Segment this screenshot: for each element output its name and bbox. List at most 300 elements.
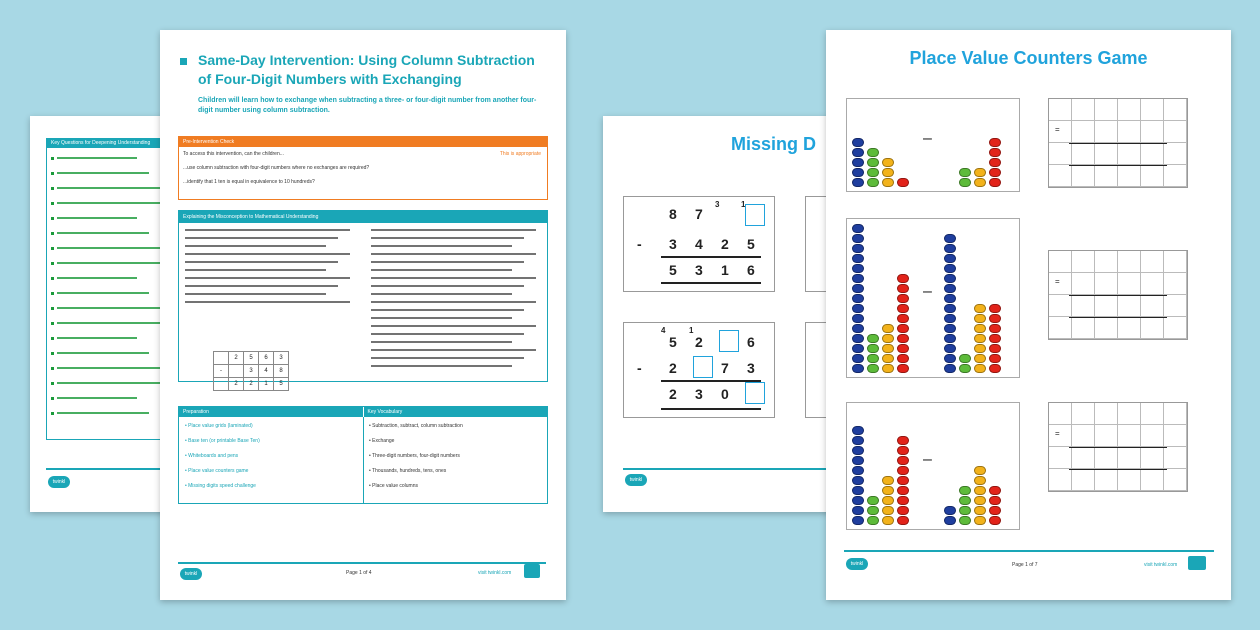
digit: 7 — [721, 360, 729, 376]
place-value-counter — [852, 234, 864, 243]
question-1 — [623, 196, 773, 290]
answer-grid-cell[interactable] — [1118, 273, 1141, 295]
place-value-counter — [897, 506, 909, 515]
answer-grid-cell[interactable] — [1164, 317, 1187, 339]
key-question-bullet — [51, 157, 54, 160]
place-value-counter — [897, 496, 909, 505]
key-question-bullet — [51, 352, 54, 355]
badge-icon — [524, 564, 540, 578]
minus-sign: – — [923, 130, 932, 147]
place-value-counter — [974, 466, 986, 475]
answer-grid-cell[interactable] — [1049, 425, 1072, 447]
place-value-counter — [944, 354, 956, 363]
answer-grid-cell[interactable] — [1095, 165, 1118, 187]
answer-grid-cell[interactable] — [1141, 425, 1164, 447]
key-question-line — [57, 337, 137, 339]
place-value-counter — [852, 324, 864, 333]
digit: 3 — [747, 360, 755, 376]
key-question-line — [57, 277, 137, 279]
place-value-counter — [989, 168, 1001, 177]
answer-grid-cell[interactable] — [1095, 295, 1118, 317]
place-value-counter — [882, 506, 894, 515]
place-value-counter — [897, 314, 909, 323]
explain-text-line — [185, 253, 350, 255]
example-grid-cell: 4 — [258, 364, 274, 378]
digit: 4 — [661, 326, 666, 335]
answer-grid-cell[interactable] — [1118, 99, 1141, 121]
digit: 1 — [689, 326, 694, 335]
answer-grid-cell[interactable] — [1164, 447, 1187, 469]
place-value-counter — [867, 334, 879, 343]
place-value-counter — [944, 324, 956, 333]
example-grid-cell: 8 — [273, 364, 289, 378]
page-title-line1: Same-Day Intervention: Using Column Subtraction — [198, 52, 535, 68]
answer-grid[interactable] — [1048, 98, 1188, 188]
answer-grid-cell[interactable] — [1164, 99, 1187, 121]
place-value-counter — [882, 476, 894, 485]
answer-grid-cell[interactable] — [1049, 143, 1072, 165]
digit: 3 — [695, 386, 703, 402]
missing-digit-box[interactable] — [745, 382, 765, 404]
key-question-bullet — [51, 232, 54, 235]
page-number: Page 1 of 7 — [1012, 562, 1038, 568]
place-value-counter — [897, 466, 909, 475]
digit: 2 — [721, 236, 729, 252]
explain-text-line — [371, 365, 512, 367]
digit: 1 — [721, 262, 729, 278]
example-grid-cell: 6 — [258, 351, 274, 365]
place-value-counter — [989, 304, 1001, 313]
place-value-counter — [897, 284, 909, 293]
key-question-bullet — [51, 397, 54, 400]
place-value-counter — [897, 436, 909, 445]
answer-grid-cell[interactable] — [1164, 165, 1187, 187]
place-value-counter — [852, 466, 864, 475]
digit: 8 — [669, 206, 677, 222]
key-question-line — [57, 172, 149, 174]
key-question-line — [57, 382, 173, 384]
explain-text-line — [185, 245, 326, 247]
place-value-counter — [852, 456, 864, 465]
explain-text-line — [371, 293, 512, 295]
place-value-counter — [944, 284, 956, 293]
place-value-counter — [882, 364, 894, 373]
explain-text-line — [185, 261, 338, 263]
place-value-counters-sheet — [826, 30, 1231, 600]
missing-digits-sheet — [603, 116, 843, 512]
digit: 3 — [695, 262, 703, 278]
example-grid-cell — [213, 351, 229, 365]
badge-icon — [1188, 556, 1206, 570]
answer-line — [1069, 165, 1167, 166]
digit: 2 — [669, 360, 677, 376]
place-value-counter — [974, 178, 986, 187]
missing-digit-box[interactable] — [745, 204, 765, 226]
place-value-counter — [944, 314, 956, 323]
question-2 — [623, 322, 773, 416]
place-value-counter — [974, 496, 986, 505]
place-value-counter — [852, 354, 864, 363]
explain-text-line — [371, 237, 524, 239]
answer-grid[interactable] — [1048, 250, 1188, 340]
missing-digit-box[interactable] — [719, 330, 739, 352]
answer-grid-cell[interactable] — [1049, 317, 1072, 339]
vocab-item: • Thousands, hundreds, tens, ones — [369, 468, 447, 474]
example-grid-cell: 2 — [243, 377, 259, 391]
prep-item: • Whiteboards and pens — [185, 453, 239, 459]
digit: 2 — [669, 386, 677, 402]
explain-text-line — [185, 285, 338, 287]
answer-grid-cell[interactable] — [1049, 403, 1072, 425]
place-value-counter — [852, 244, 864, 253]
place-value-counter — [882, 334, 894, 343]
answer-grid-cell[interactable] — [1164, 403, 1187, 425]
digit: 3 — [669, 236, 677, 252]
key-question-bullet — [51, 217, 54, 220]
answer-line — [1069, 143, 1167, 144]
answer-grid-cell[interactable] — [1095, 469, 1118, 491]
place-value-counter — [852, 274, 864, 283]
footer-line — [844, 550, 1214, 552]
place-value-counter — [944, 264, 956, 273]
page-number: Page 1 of 4 — [346, 570, 372, 576]
vocab-item: • Place value columns — [369, 483, 418, 489]
place-value-counter — [944, 344, 956, 353]
answer-grid-cell[interactable] — [1095, 143, 1118, 165]
key-question-line — [57, 292, 149, 294]
place-value-counter — [974, 506, 986, 515]
equals-sign: = — [1055, 429, 1060, 438]
place-value-counter — [944, 506, 956, 515]
place-value-counter — [852, 426, 864, 435]
digit: 0 — [721, 386, 729, 402]
missing-digit-box[interactable] — [693, 356, 713, 378]
answer-grid-cell[interactable] — [1049, 447, 1072, 469]
prep-item: • Place value counters game — [185, 468, 249, 474]
explain-text-line — [371, 301, 536, 303]
answer-grid-cell[interactable] — [1141, 99, 1164, 121]
place-value-counter — [882, 516, 894, 525]
key-question-line — [57, 262, 173, 264]
place-value-counter — [852, 314, 864, 323]
place-value-counter — [989, 324, 1001, 333]
prep-box — [178, 406, 548, 504]
place-value-counter — [944, 364, 956, 373]
answer-grid-cell[interactable] — [1118, 403, 1141, 425]
prep-item: • Missing digits speed challenge — [185, 483, 256, 489]
place-value-counter — [897, 456, 909, 465]
example-grid-cell: 3 — [273, 351, 289, 365]
site-link[interactable]: visit twinkl.com — [478, 570, 512, 576]
place-value-counter — [897, 294, 909, 303]
place-value-counter — [852, 178, 864, 187]
explain-text-line — [185, 229, 350, 231]
answer-grid-cell[interactable] — [1141, 251, 1164, 273]
page-title-line2: of Four-Digit Numbers with Exchanging — [198, 71, 462, 87]
place-value-counter — [867, 354, 879, 363]
twinkl-logo: twinkl — [846, 558, 868, 570]
place-value-counter — [882, 178, 894, 187]
answer-grid-cell[interactable] — [1141, 317, 1164, 339]
answer-grid-cell[interactable] — [1141, 121, 1164, 143]
answer-grid-cell[interactable] — [1095, 447, 1118, 469]
key-question-bullet — [51, 337, 54, 340]
answer-grid-cell[interactable] — [1049, 99, 1072, 121]
key-question-line — [57, 157, 137, 159]
place-value-counter — [852, 334, 864, 343]
vocab-heading: Key Vocabulary — [363, 407, 548, 417]
answer-rule — [661, 256, 761, 258]
key-question-line — [57, 247, 161, 249]
answer-grid-cell[interactable] — [1072, 295, 1095, 317]
explain-text-line — [371, 253, 536, 255]
place-value-counter — [974, 344, 986, 353]
explain-text-line — [185, 293, 326, 295]
example-grid-cell: 5 — [243, 351, 259, 365]
answer-grid[interactable] — [1048, 402, 1188, 492]
digit: 6 — [747, 334, 755, 350]
place-value-counter — [897, 334, 909, 343]
answer-grid-cell[interactable] — [1118, 143, 1141, 165]
explain-text-line — [185, 301, 350, 303]
answer-grid-cell[interactable] — [1095, 251, 1118, 273]
answer-grid-cell[interactable] — [1164, 295, 1187, 317]
explain-text-line — [371, 341, 512, 343]
answer-grid-cell[interactable] — [1141, 273, 1164, 295]
place-value-counter — [897, 446, 909, 455]
place-value-counter — [989, 178, 1001, 187]
answer-grid-cell[interactable] — [1141, 469, 1164, 491]
key-question-line — [57, 217, 137, 219]
answer-grid-cell[interactable] — [1141, 447, 1164, 469]
digit: 4 — [695, 236, 703, 252]
answer-grid-cell[interactable] — [1118, 295, 1141, 317]
answer-line — [1069, 447, 1167, 448]
answer-grid-cell[interactable] — [1118, 425, 1141, 447]
place-value-counter — [897, 344, 909, 353]
place-value-counter — [974, 486, 986, 495]
place-value-counter — [852, 436, 864, 445]
digit: 2 — [695, 334, 703, 350]
answer-line — [1069, 295, 1167, 296]
pre-check-box — [178, 136, 548, 200]
key-question-bullet — [51, 277, 54, 280]
place-value-counter — [989, 496, 1001, 505]
twinkl-logo: twinkl — [625, 474, 647, 486]
site-link[interactable]: visit twinkl.com — [1144, 562, 1178, 568]
answer-grid-cell[interactable] — [1072, 469, 1095, 491]
place-value-counter — [882, 168, 894, 177]
place-value-counter — [989, 354, 1001, 363]
explain-text-line — [371, 261, 524, 263]
answer-grid-cell[interactable] — [1072, 273, 1095, 295]
answer-grid-cell[interactable] — [1049, 165, 1072, 187]
twinkl-logo: twinkl — [48, 476, 70, 488]
key-question-bullet — [51, 307, 54, 310]
place-value-counter — [974, 516, 986, 525]
place-value-counter — [867, 496, 879, 505]
key-question-line — [57, 322, 173, 324]
digit: - — [637, 236, 642, 252]
answer-grid-cell[interactable] — [1049, 295, 1072, 317]
place-value-counter — [897, 486, 909, 495]
digit: 5 — [747, 236, 755, 252]
answer-grid-cell[interactable] — [1072, 165, 1095, 187]
answer-grid-cell[interactable] — [1095, 99, 1118, 121]
explain-text-line — [371, 285, 524, 287]
place-value-counter — [897, 516, 909, 525]
equals-sign: = — [1055, 277, 1060, 286]
place-value-counter — [882, 354, 894, 363]
example-subtraction-grid — [213, 351, 288, 390]
explain-text-line — [371, 277, 536, 279]
place-value-counter — [959, 178, 971, 187]
key-question-bullet — [51, 247, 54, 250]
counters-title: Place Value Counters Game — [909, 48, 1148, 68]
place-value-counter — [944, 254, 956, 263]
prep-heading: Preparation — [179, 407, 363, 417]
intervention-sheet — [160, 30, 566, 600]
answer-grid-cell[interactable] — [1072, 317, 1095, 339]
answer-grid-cell[interactable] — [1141, 295, 1164, 317]
answer-grid-cell[interactable] — [1072, 251, 1095, 273]
footer-line — [178, 562, 546, 564]
answer-grid-cell[interactable] — [1049, 251, 1072, 273]
answer-grid-cell[interactable] — [1141, 165, 1164, 187]
place-value-counter — [959, 506, 971, 515]
answer-grid-cell[interactable] — [1095, 273, 1118, 295]
place-value-counter — [882, 496, 894, 505]
example-grid-cell: 2 — [228, 377, 244, 391]
answer-grid-cell[interactable] — [1164, 425, 1187, 447]
answer-grid-cell[interactable] — [1072, 143, 1095, 165]
place-value-counter — [897, 476, 909, 485]
answer-line — [1069, 317, 1167, 318]
place-value-counter — [974, 354, 986, 363]
answer-grid-cell[interactable] — [1141, 143, 1164, 165]
place-value-counter — [867, 344, 879, 353]
footer-line — [623, 468, 843, 470]
place-value-counter — [852, 138, 864, 147]
answer-rule — [661, 408, 761, 410]
prep-divider — [363, 417, 364, 503]
place-value-counter — [852, 284, 864, 293]
answer-grid-cell[interactable] — [1095, 403, 1118, 425]
answer-grid-cell[interactable] — [1049, 273, 1072, 295]
key-question-line — [57, 232, 149, 234]
key-question-line — [57, 367, 161, 369]
key-questions-heading: Key Questions for Deepening Understanding — [47, 139, 180, 148]
place-value-counter — [852, 264, 864, 273]
answer-grid-cell[interactable] — [1118, 251, 1141, 273]
place-value-counter — [867, 178, 879, 187]
explain-text-line — [185, 269, 326, 271]
explain-text-line — [185, 277, 350, 279]
equals-sign: = — [1055, 125, 1060, 134]
key-question-line — [57, 412, 149, 414]
answer-grid-cell[interactable] — [1049, 469, 1072, 491]
place-value-counter — [959, 486, 971, 495]
key-question-bullet — [51, 187, 54, 190]
answer-grid-cell[interactable] — [1072, 447, 1095, 469]
answer-grid-cell[interactable] — [1141, 403, 1164, 425]
answer-grid-cell[interactable] — [1049, 121, 1072, 143]
explain-text-line — [371, 245, 512, 247]
place-value-counter — [852, 304, 864, 313]
minus-sign: – — [923, 283, 932, 300]
place-value-counter — [852, 516, 864, 525]
place-value-counter — [852, 364, 864, 373]
answer-grid-cell[interactable] — [1072, 425, 1095, 447]
place-value-counter — [974, 324, 986, 333]
vocab-item: • Three-digit numbers, four-digit numbers — [369, 453, 460, 459]
answer-grid-cell[interactable] — [1164, 469, 1187, 491]
answer-grid-cell[interactable] — [1095, 121, 1118, 143]
answer-grid-cell[interactable] — [1164, 273, 1187, 295]
digit: 6 — [747, 262, 755, 278]
answer-grid-cell[interactable] — [1072, 121, 1095, 143]
place-value-counter — [867, 516, 879, 525]
place-value-counter — [944, 516, 956, 525]
place-value-counter — [974, 168, 986, 177]
digit: 7 — [695, 206, 703, 222]
place-value-counter — [944, 234, 956, 243]
place-value-counter — [959, 516, 971, 525]
place-value-counter — [882, 324, 894, 333]
example-grid-cell: 5 — [273, 377, 289, 391]
answer-grid-cell[interactable] — [1118, 469, 1141, 491]
pre-check-item-2: ...identify that 1 ten is equal in equivalence to 10 hundreds? — [183, 179, 315, 185]
place-value-counter — [852, 446, 864, 455]
explain-text-line — [185, 237, 338, 239]
key-question-line — [57, 307, 161, 309]
answer-grid-cell[interactable] — [1118, 121, 1141, 143]
place-value-counter — [852, 496, 864, 505]
place-value-counter — [974, 314, 986, 323]
key-question-bullet — [51, 412, 54, 415]
example-grid-cell: 3 — [243, 364, 259, 378]
example-grid-cell: 1 — [258, 377, 274, 391]
answer-grid-cell[interactable] — [1118, 165, 1141, 187]
answer-grid-cell[interactable] — [1118, 447, 1141, 469]
vocab-item: • Exchange — [369, 438, 395, 444]
explain-text-line — [371, 333, 524, 335]
answer-grid-cell[interactable] — [1164, 251, 1187, 273]
example-grid-cell — [213, 377, 229, 391]
key-question-line — [57, 352, 149, 354]
place-value-counter — [867, 148, 879, 157]
place-value-counter — [867, 506, 879, 515]
answer-grid-cell[interactable] — [1164, 143, 1187, 165]
place-value-counter — [882, 158, 894, 167]
place-value-counter — [897, 274, 909, 283]
place-value-counter — [944, 304, 956, 313]
answer-grid-cell[interactable] — [1095, 317, 1118, 339]
digit: 1 — [741, 200, 746, 209]
answer-grid-cell[interactable] — [1118, 317, 1141, 339]
place-value-counter — [852, 476, 864, 485]
pre-check-heading: Pre-Intervention Check — [179, 137, 547, 147]
place-value-counter — [974, 476, 986, 485]
answer-grid-cell[interactable] — [1095, 425, 1118, 447]
answer-grid-cell[interactable] — [1164, 121, 1187, 143]
place-value-counter — [989, 148, 1001, 157]
key-question-bullet — [51, 367, 54, 370]
place-value-counter — [897, 364, 909, 373]
answer-grid-cell[interactable] — [1072, 403, 1095, 425]
answer-grid-cell[interactable] — [1072, 99, 1095, 121]
key-questions-sheet — [30, 116, 180, 512]
